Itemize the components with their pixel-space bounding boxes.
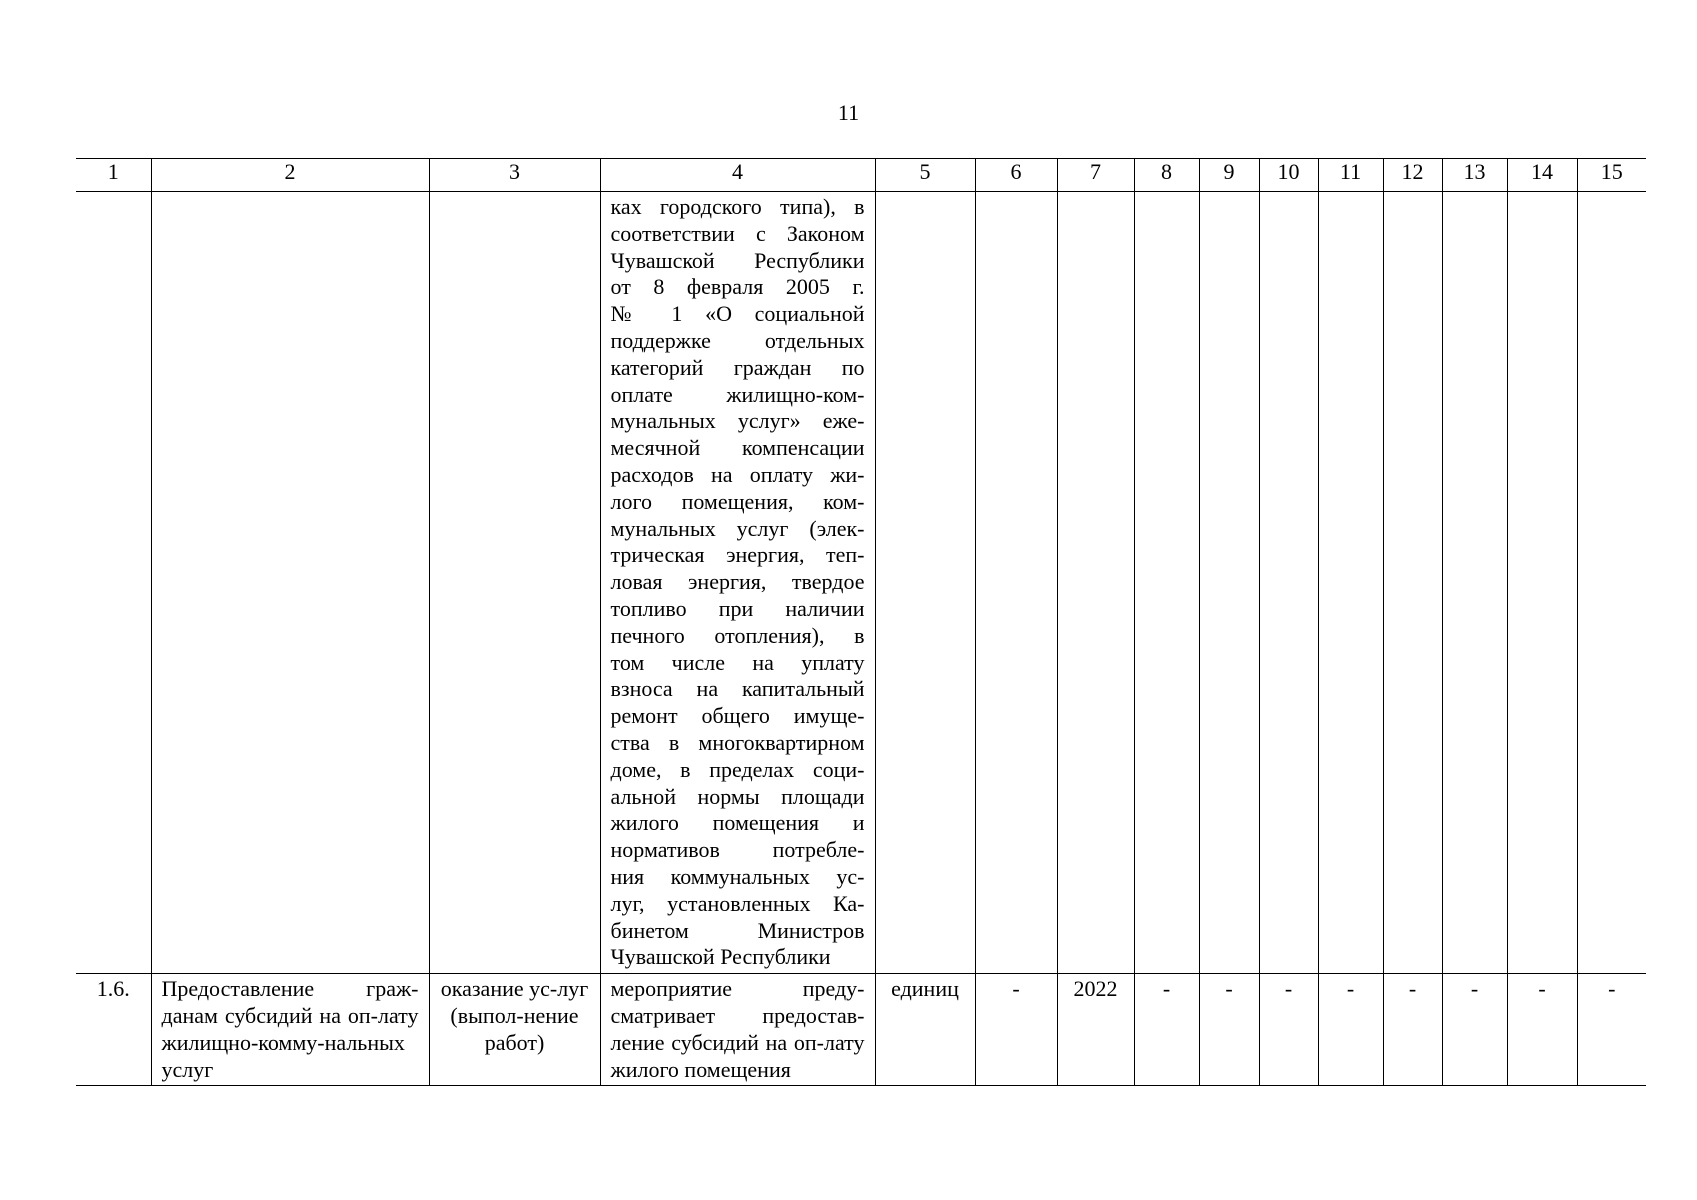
header-cell-8: 8	[1134, 159, 1199, 192]
description-line: альной нормы площади	[610, 783, 865, 809]
cell-col-12: -	[1383, 974, 1442, 1086]
header-row	[76, 159, 1646, 192]
header-cell-10: 10	[1259, 159, 1318, 192]
cell-measure-name: Предоставление граж-данам субсидий на оп-лату жилищно-комму-нальных услуг	[151, 974, 429, 1086]
cell-description-continuation	[600, 192, 875, 974]
header-cell-11: 11	[1318, 159, 1383, 192]
cell-year: 2022	[1057, 974, 1134, 1086]
header-cell-1: 1	[76, 159, 151, 192]
description-line: мунальных услуг» еже-	[610, 408, 865, 434]
cell-type: оказание ус-луг (выпол-нение работ)	[429, 974, 600, 1086]
cell-col-11: -	[1318, 974, 1383, 1086]
cell-empty	[1577, 192, 1646, 974]
header-cell-13: 13	[1442, 159, 1507, 192]
cell-empty	[875, 192, 975, 974]
header-cell-12: 12	[1383, 159, 1442, 192]
description-line: жилого помещения и	[610, 810, 865, 836]
cell-empty	[1318, 192, 1383, 974]
description-line: ства в многоквартирном	[610, 729, 865, 755]
table-row-continuation	[76, 192, 1646, 974]
description-line: лого помещения, ком-	[610, 488, 865, 514]
cell-empty	[151, 192, 429, 974]
cell-col-6: -	[975, 974, 1057, 1086]
page-number: 11	[837, 100, 860, 125]
header-cell-5: 5	[875, 159, 975, 192]
cell-empty	[1442, 192, 1507, 974]
description-line: Чувашской Республики	[610, 247, 865, 273]
cell-empty	[1134, 192, 1199, 974]
description-line: оплате жилищно-ком-	[610, 381, 865, 407]
cell-empty	[429, 192, 600, 974]
description-line: взноса на капитальный	[610, 676, 865, 702]
description-line: мунальных услуг (элек-	[610, 515, 865, 541]
description-line: ния коммунальных ус-	[610, 863, 865, 889]
cell-col-9: -	[1199, 974, 1259, 1086]
description-line: поддержке отдельных	[610, 327, 865, 353]
cell-description: мероприятие преду-сматривает предостав-ление субсидий на оп-лату жилого помещения	[600, 974, 875, 1086]
cell-col-10: -	[1259, 974, 1318, 1086]
description-line: ловая энергия, твердое	[610, 569, 865, 595]
description-line: Чувашской Республики	[610, 944, 831, 970]
cell-empty	[1383, 192, 1442, 974]
description-line: доме, в пределах соци-	[610, 756, 865, 782]
header-cell-7: 7	[1057, 159, 1134, 192]
header-cell-4: 4	[600, 159, 875, 192]
description-line: ках городского типа), в	[610, 194, 865, 219]
header-cell-3: 3	[429, 159, 600, 192]
cell-item-number: 1.6.	[76, 974, 151, 1086]
header-cell-6: 6	[975, 159, 1057, 192]
header-cell-2: 2	[151, 159, 429, 192]
cell-col-15: -	[1577, 974, 1646, 1086]
table-row-1-6	[76, 974, 1646, 1086]
cell-empty	[975, 192, 1057, 974]
description-line: расходов на оплату жи-	[610, 461, 865, 487]
cell-col-8: -	[1134, 974, 1199, 1086]
cell-empty	[1199, 192, 1259, 974]
cell-col-13: -	[1442, 974, 1507, 1086]
cell-col-14: -	[1507, 974, 1577, 1086]
description-line: бинетом Министров	[610, 917, 865, 943]
description-line: печного отопления), в	[610, 622, 865, 648]
description-line: категорий граждан по	[610, 354, 865, 380]
description-line: ремонт общего имуще-	[610, 703, 865, 729]
description-line: нормативов потребле-	[610, 837, 865, 863]
description-line: от 8 февраля 2005 г.	[610, 274, 865, 300]
cell-unit: единиц	[875, 974, 975, 1086]
header-cell-15: 15	[1577, 159, 1646, 192]
description-line: том числе на уплату	[610, 649, 865, 675]
cell-empty	[1507, 192, 1577, 974]
description-line: трическая энергия, теп-	[610, 542, 865, 568]
cell-empty	[1057, 192, 1134, 974]
description-line: № 1 «О социальной	[610, 301, 865, 327]
description-line: луг, установленных Ка-	[610, 890, 865, 916]
program-table	[76, 158, 1646, 1086]
description-line: топливо при наличии	[610, 595, 865, 621]
header-cell-9: 9	[1199, 159, 1259, 192]
header-cell-14: 14	[1507, 159, 1577, 192]
cell-empty	[76, 192, 151, 974]
description-line: соответствии с Законом	[610, 220, 865, 246]
cell-empty	[1259, 192, 1318, 974]
description-line: месячной компенсации	[610, 435, 865, 461]
